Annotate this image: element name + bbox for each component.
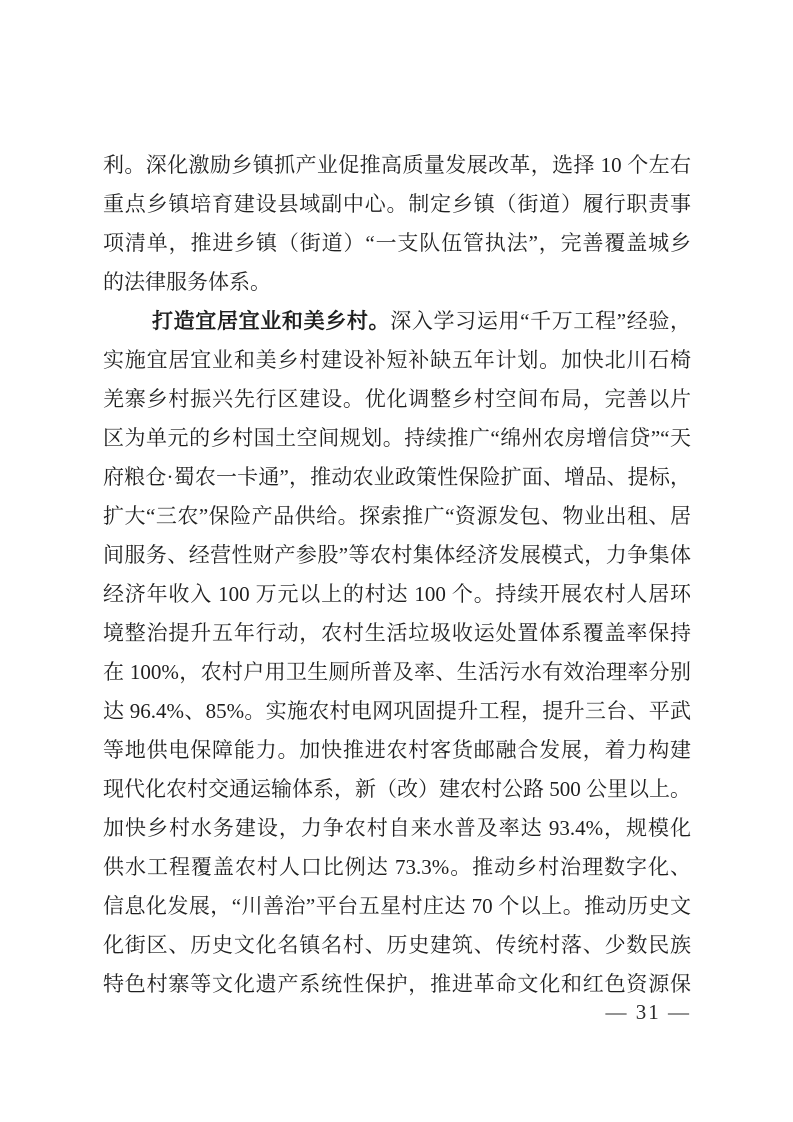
paragraph-heading-line	[103, 302, 691, 341]
document-body	[103, 146, 691, 1004]
text-line: 利。深化激励乡镇抓产业促推高质量发展改革，选择 10 个左右	[103, 153, 691, 177]
text-line: 在 100%，农村户用卫生厕所普及率、生活污水有效治理率分别	[103, 660, 691, 684]
text-line: 特色村寨等文化遗产系统性保护，推进革命文化和红色资源保	[103, 972, 691, 996]
text-line: 境整治提升五年行动，农村生活垃圾收运处置体系覆盖率保持	[103, 621, 691, 645]
text-line: 化街区、历史文化名镇名村、历史建筑、传统村落、少数民族	[103, 933, 691, 957]
paragraph-heading: 打造宜居宜业和美乡村。	[152, 309, 391, 333]
text-line: 间服务、经营性财产参股”等农村集体经济发展模式，力争集体	[103, 543, 691, 567]
page-number: — 31 —	[605, 1000, 691, 1024]
text-line: 扩大“三农”保险产品供给。探索推广“资源发包、物业出租、居	[103, 504, 691, 528]
text-line: 实施宜居宜业和美乡村建设补短补缺五年计划。加快北川石椅	[103, 348, 691, 372]
text-line: 等地供电保障能力。加快推进农村客货邮融合发展，着力构建	[103, 738, 691, 762]
heading-line-rest: 深入学习运用“千万工程”经验，	[390, 309, 691, 333]
text-line: 区为单元的乡村国土空间规划。持续推广“绵州农房增信贷”“天	[103, 426, 691, 450]
text-line: 府粮仓·蜀农一卡通”，推动农业政策性保险扩面、增品、提标，	[103, 465, 691, 489]
text-line: 经济年收入 100 万元以上的村达 100 个。持续开展农村人居环	[103, 582, 691, 606]
text-line: 的法律服务体系。	[103, 270, 271, 294]
text-line: 羌寨乡村振兴先行区建设。优化调整乡村空间布局，完善以片	[103, 387, 691, 411]
text-line: 供水工程覆盖农村人口比例达 73.3%。推动乡村治理数字化、	[103, 855, 691, 879]
text-line: 现代化农村交通运输体系，新（改）建农村公路 500 公里以上。	[103, 777, 691, 801]
text-line: 重点乡镇培育建设县域副中心。制定乡镇（街道）履行职责事	[103, 192, 691, 216]
text-line: 项清单，推进乡镇（街道）“一支队伍管执法”，完善覆盖城乡	[103, 231, 691, 255]
text-line: 达 96.4%、85%。实施农村电网巩固提升工程，提升三台、平武	[103, 699, 691, 723]
text-line: 信息化发展，“川善治”平台五星村庄达 70 个以上。推动历史文	[103, 894, 691, 918]
text-line: 加快乡村水务建设，力争农村自来水普及率达 93.4%，规模化	[103, 816, 691, 840]
